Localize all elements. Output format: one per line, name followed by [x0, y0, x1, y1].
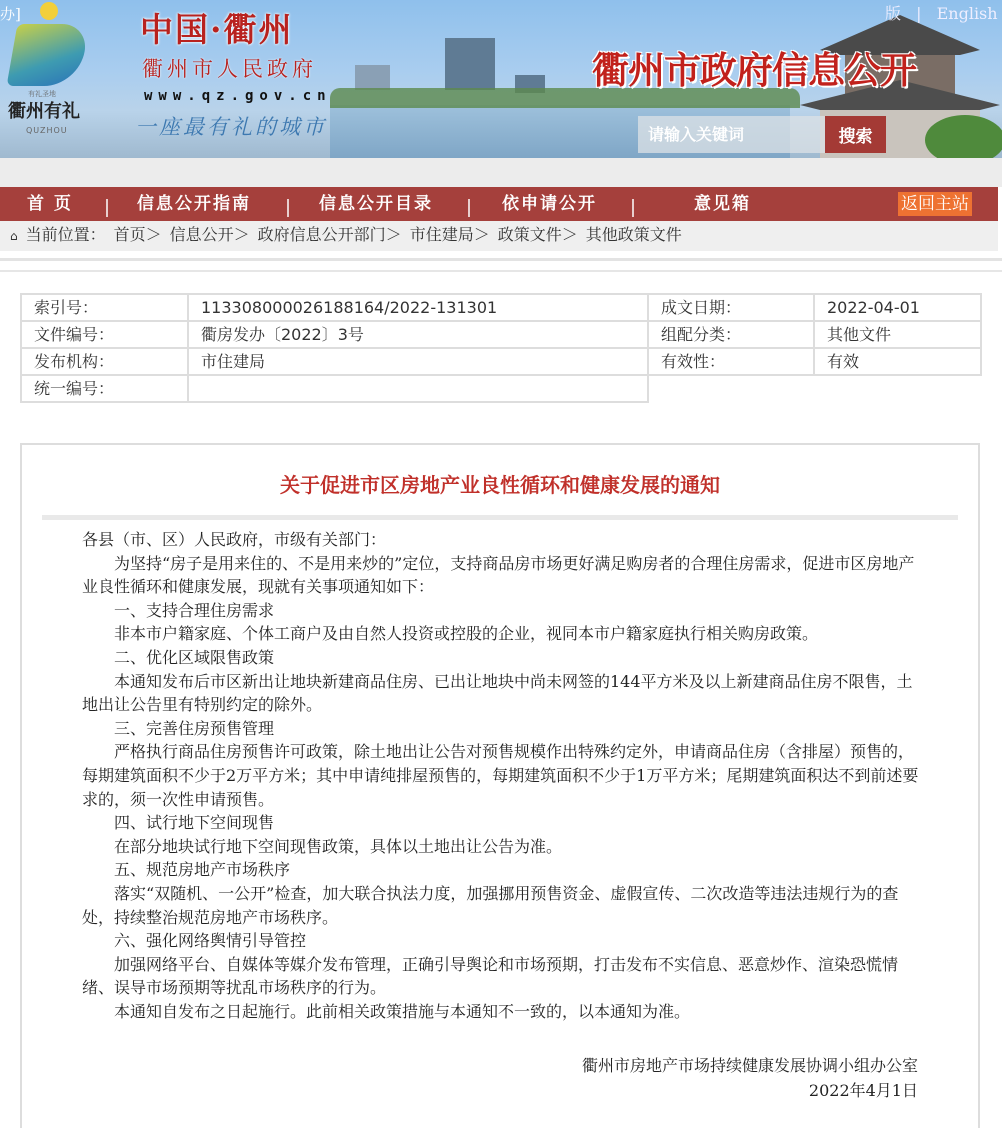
article [20, 443, 980, 1128]
table-row [21, 294, 981, 321]
paragraph: 落实“双随机、一公开”检查，加大联合执法力度，加强挪用预售资金、虚假宣传、二次改造等违法违规行为的查处，持续整治规范房地产市场秩序。 [82, 883, 899, 927]
paragraph: 加强网络平台、自媒体等媒介发布管理，正确引导舆论和市场预期，打击发布不实信息、恶意炒作、渲染恐慌情绪、误导市场预期等扰乱市场秩序的行为。 [82, 954, 899, 998]
breadcrumb-item[interactable]: 市住建局＞ [409, 225, 490, 244]
meta-label: 索引号： [21, 294, 188, 321]
divider [0, 270, 1002, 272]
meta-label: 发布机构： [21, 348, 188, 375]
article-title: 关于促进市区房地产业良性循环和健康发展的通知 [280, 473, 720, 497]
article-body [82, 528, 920, 1023]
header-banner [0, 0, 1002, 158]
breadcrumb-item[interactable]: 信息公开＞ [169, 225, 250, 244]
meta-value: 衢房发办〔2022〕3号 [188, 321, 648, 348]
table-row [21, 348, 981, 375]
meta-label: 成文日期： [648, 294, 814, 321]
meta-value [188, 375, 648, 402]
gov-name: 衢州市人民政府 [142, 57, 317, 81]
search-input[interactable] [638, 116, 826, 153]
nav-guide[interactable]: 信息公开指南 [137, 194, 251, 214]
link-english[interactable]: English [936, 4, 998, 23]
breadcrumb [0, 221, 998, 251]
paragraph: 本通知发布后市区新出让地块新建商品住房、已出让地块中尚未网签的144平方米及以上新建商品住房不限售，土地出让公告里有特别约定的除外。 [82, 671, 913, 715]
nav-apply[interactable]: 依申请公开 [502, 194, 597, 214]
signature-date: 2022年4月1日 [808, 1081, 918, 1101]
slogan: 一座最有礼的城市 [135, 115, 327, 139]
table-row [21, 375, 981, 402]
meta-value: 其他文件 [814, 321, 981, 348]
meta-label: 统一编号： [21, 375, 188, 402]
section-heading: 一、支持合理住房需求 [114, 600, 275, 620]
salutation: 各县（市、区）人民政府，市级有关部门： [82, 530, 387, 549]
nav-catalog[interactable]: 信息公开目录 [319, 194, 433, 214]
link-version[interactable]: 版 [885, 4, 902, 23]
breadcrumb-label: 当前位置： [25, 225, 106, 244]
city-name: 中国·衢州 [140, 10, 294, 49]
breadcrumb-item[interactable]: 首页＞ [113, 225, 162, 244]
site-url: www.qz.gov.cn [144, 88, 332, 104]
meta-value: 市住建局 [188, 348, 648, 375]
banner-building [445, 38, 495, 90]
section-heading: 六、强化网络舆情引导管控 [114, 931, 307, 951]
back-to-main-button[interactable]: 返回主站 [898, 192, 972, 216]
title-divider [42, 515, 958, 520]
meta-value: 有效 [814, 348, 981, 375]
top-left-link-fragment[interactable]: 办] [0, 5, 21, 23]
header-strip [0, 158, 1002, 187]
nav-feedback[interactable]: 意见箱 [694, 194, 751, 214]
breadcrumb-item[interactable]: 其他政策文件 [585, 225, 682, 244]
link-divider: | [916, 4, 922, 23]
logo-pinyin: QUZHOU [26, 126, 68, 135]
section-heading: 五、规范房地产市场秩序 [114, 860, 291, 880]
logo-hand-icon [7, 24, 90, 86]
signature-block [42, 1053, 918, 1103]
top-links [885, 4, 1002, 24]
paragraph: 在部分地块试行地下空间现售政策，具体以土地出让公告为准。 [114, 836, 563, 856]
signature-org: 衢州市房地产市场持续健康发展协调小组办公室 [581, 1056, 918, 1076]
nav-divider [106, 199, 108, 217]
meta-label: 组配分类： [648, 321, 814, 348]
empty-cell [648, 375, 814, 402]
breadcrumb-item[interactable]: 政策文件＞ [497, 225, 578, 244]
nav-divider [287, 199, 289, 217]
meta-label: 有效性： [648, 348, 814, 375]
breadcrumb-item[interactable]: 政府信息公开部门＞ [257, 225, 402, 244]
empty-cell [814, 375, 981, 402]
site-title: 衢州市政府信息公开 [592, 49, 916, 92]
paragraph: 严格执行商品住房预售许可政策，除土地出让公告对预售规模作出特殊约定外，申请商品住房（含排屋）预售的，每期建筑面积不少于2万平方米；其中申请纯排屋预售的，每期建筑面积不少于1万平方米；尾期建筑面积达不到前述要求的，须一次性申请预售。 [82, 742, 919, 809]
home-icon: ⌂ [10, 229, 18, 243]
paragraph: 本通知自发布之日起施行。此前相关政策措施与本通知不一致的，以本通知为准。 [114, 1001, 691, 1021]
section-heading: 四、试行地下空间现售 [114, 813, 275, 833]
main-nav [0, 187, 998, 221]
meta-value: 2022-04-01 [814, 294, 981, 321]
meta-label: 文件编号： [21, 321, 188, 348]
document-meta-table [20, 293, 982, 403]
divider [0, 258, 1002, 261]
logo-sun-icon [40, 2, 58, 20]
table-row [21, 321, 981, 348]
logo-tagline: 有礼圣地 [28, 90, 56, 98]
nav-divider [632, 199, 634, 217]
section-heading: 二、优化区域限售政策 [114, 647, 275, 667]
nav-divider [468, 199, 470, 217]
search-button[interactable]: 搜索 [825, 116, 886, 153]
paragraph: 非本市户籍家庭、个体工商户及由自然人投资或控股的企业，视同本市户籍家庭执行相关购房政策。 [114, 624, 819, 644]
banner-building [355, 65, 390, 90]
section-heading: 三、完善住房预售管理 [114, 718, 275, 738]
logo-text: 衢州有礼 [8, 101, 80, 122]
paragraph: 为坚持“房子是用来住的、不是用来炒的”定位，支持商品房市场更好满足购房者的合理住房需求，促进市区房地产业良性循环和健康发展，现就有关事项通知如下： [82, 553, 915, 597]
nav-home[interactable]: 首 页 [27, 194, 73, 214]
meta-value: 113308000026188164/2022-131301 [188, 294, 648, 321]
